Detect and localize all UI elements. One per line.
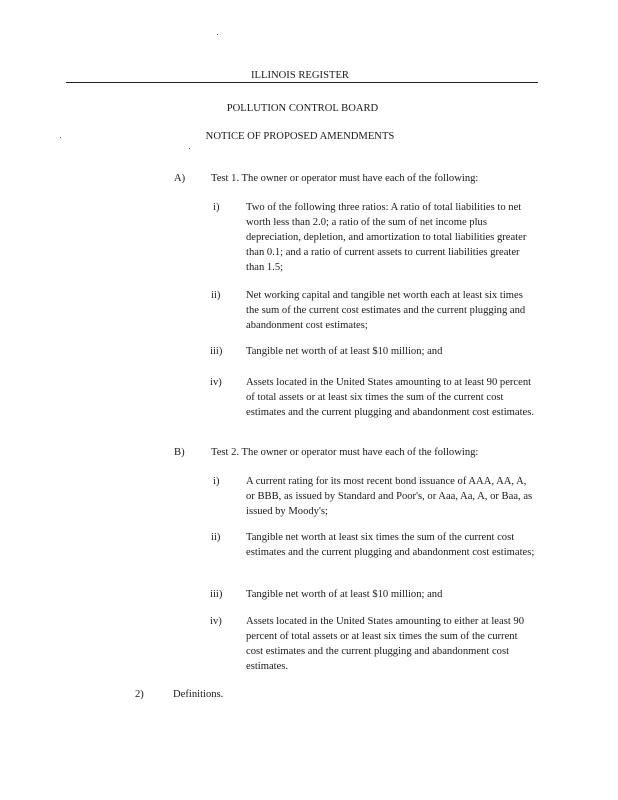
section-b-item-2-text: Tangible net worth at least six times the sum of the current cost estimates and the current plugging and abandonment cost estimates; [246, 532, 535, 558]
section-b-item-1-text: A current rating for its most recent bond issuance of AAA, AA, A, or BBB, as issued by Standard and Poor's, or Aaa, Aa, A, or Baa, as issued by Moody's; [246, 476, 533, 517]
definitions-label: 2) [135, 689, 144, 700]
section-a-item-3-text: Tangible net worth of at least $10 million; and [246, 346, 443, 357]
section-b-item-4-label: iv) [210, 616, 222, 627]
definitions-text: Definitions. [173, 689, 224, 700]
header-rule [66, 82, 538, 83]
section-b-item-2-label: ii) [211, 532, 221, 543]
section-a-item-4-text: Assets located in the United States amounting to at least 90 percent of total assets or at least six times the sum of the current cost estimates and the current plugging and abandonment cost estimates. [246, 377, 535, 418]
section-a-item-2-text: Net working capital and tangible net worth each at least six times the sum of the current cost estimates and the current plugging and abandonment cost estimates; [246, 290, 526, 331]
board-title: POLLUTION CONTROL BOARD [226, 103, 379, 114]
scan-speck [60, 137, 61, 138]
section-a-item-3-label: iii) [210, 346, 223, 357]
section-a-item-1-text: Two of the following three ratios: A ratio of total liabilities to net worth less than 2.0; a ratio of the sum of net income plus depreciation, depletion, and amortization to total liabilities greater than 0.1; and a ratio of current assets to current liabilities greater than 1.5; [246, 202, 527, 273]
section-b-item-3-label: iii) [210, 589, 223, 600]
section-a-item-2-label: ii) [211, 290, 221, 301]
section-a-label: A) [174, 173, 186, 184]
section-a-title: Test 1. The owner or operator must have each of the following: [211, 173, 479, 184]
notice-title: NOTICE OF PROPOSED AMENDMENTS [205, 131, 395, 142]
section-b-item-3-text: Tangible net worth of at least $10 million; and [246, 589, 443, 600]
register-title: ILLINOIS REGISTER [251, 70, 349, 81]
section-b-title: Test 2. The owner or operator must have each of the following: [211, 447, 479, 458]
section-a-item-1-label: i) [213, 202, 220, 213]
scan-speck [217, 34, 218, 35]
section-b-item-1-label: i) [213, 476, 220, 487]
scan-speck [189, 148, 190, 149]
section-b-label: B) [174, 447, 185, 458]
section-b-item-4-text: Assets located in the United States amounting to either at least 90 percent of total assets or at least six times the sum of the current cost estimates and the current plugging and abandonment cost estimates. [246, 616, 525, 672]
section-a-item-4-label: iv) [210, 377, 222, 388]
